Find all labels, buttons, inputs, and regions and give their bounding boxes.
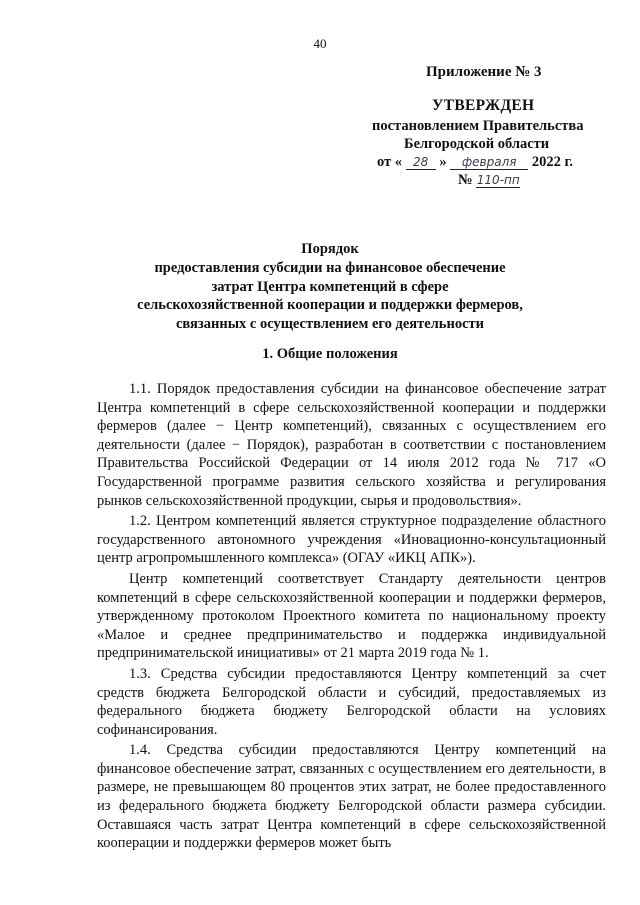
date-year: 2022 г. bbox=[531, 154, 574, 170]
date-day-handwritten: 28 bbox=[406, 155, 436, 170]
document-title bbox=[60, 240, 600, 334]
appendix-label: Приложение № 3 bbox=[426, 64, 542, 80]
decree-line: постановлением Правительства bbox=[372, 118, 584, 134]
title-line: Порядок bbox=[301, 241, 359, 257]
region-line: Белгородской области bbox=[404, 136, 550, 152]
date-mid: » bbox=[439, 154, 447, 170]
section-heading: 1. Общие положения bbox=[262, 346, 398, 362]
date-month-handwritten: февраля bbox=[450, 155, 528, 170]
title-line: связанных с осуществлением его деятельности bbox=[175, 316, 484, 333]
approved-heading: УТВЕРЖДЕН bbox=[432, 97, 535, 114]
title-line: предоставления субсидии на финансовое обеспечение bbox=[154, 259, 506, 276]
paragraph-1-4: 1.4. Средства субсидии предоставляются Центру компетенций на финансовое обеспечение затрат, связанных с осуществлением его деятельности, в размере, не превышающем 80 процентов этих затрат, не более предоставленного из федерального бюджета бюджету Белгородской области размера субсидии. Оставшаяся часть затрат Центра компетенций в сфере сельскохозяйственной кооперации и поддержки фермеров может быть bbox=[97, 742, 606, 852]
paragraph-center-standard: Центр компетенций соответствует Стандарту деятельности центров компетенций в сфере сельскохозяйственной кооперации и поддержки фермеров, утвержденному протоколом Проектного комитета по национальному проекту «Малое и среднее предпринимательство и поддержка индивидуальной предпринимательской инициативы» от 21 марта 2019 года № 1. bbox=[97, 570, 606, 662]
title-line: затрат Центра компетенций в сфере bbox=[211, 278, 449, 295]
paragraph-1-2: 1.2. Центром компетенций является структурное подразделение областного государственного автономного учреждения «Иновационно-консультационный центр агропромышленного комплекса» (ОГАУ «ИКЦ АПК»). bbox=[97, 513, 606, 567]
number-prefix: № bbox=[458, 172, 473, 188]
paragraph-1-3: 1.3. Средства субсидии предоставляются Центру компетенций за счет средств бюджета Белгородской области и субсидий, предоставляемых из федерального бюджета бюджету Белгородской области на условиях софинансирования. bbox=[97, 665, 606, 738]
decree-number-handwritten: 110-пп bbox=[476, 173, 520, 187]
body-text bbox=[97, 380, 606, 855]
paragraph-1-1: 1.1. Порядок предоставления субсидии на финансовое обеспечение затрат Центра компетенций в сфере сельскохозяйственной кооперации и поддержки фермеров (далее − Центр компетенций), связанных с осуществлением его деятельности (далее − Порядок), разработан в соответствии с постановлением Правительства Российской Федерации от 14 июля 2012 года № 717 «О Государственной программе развития сельского хозяйства и регулирования рынков сельскохозяйственной продукции, сырья и продовольствия». bbox=[97, 381, 606, 509]
decree-number-line bbox=[458, 172, 520, 189]
title-line: сельскохозяйственной кооперации и поддержки фермеров, bbox=[137, 297, 523, 314]
date-prefix: от « bbox=[377, 154, 403, 170]
date-line bbox=[377, 154, 573, 171]
page-number: 40 bbox=[313, 36, 327, 51]
